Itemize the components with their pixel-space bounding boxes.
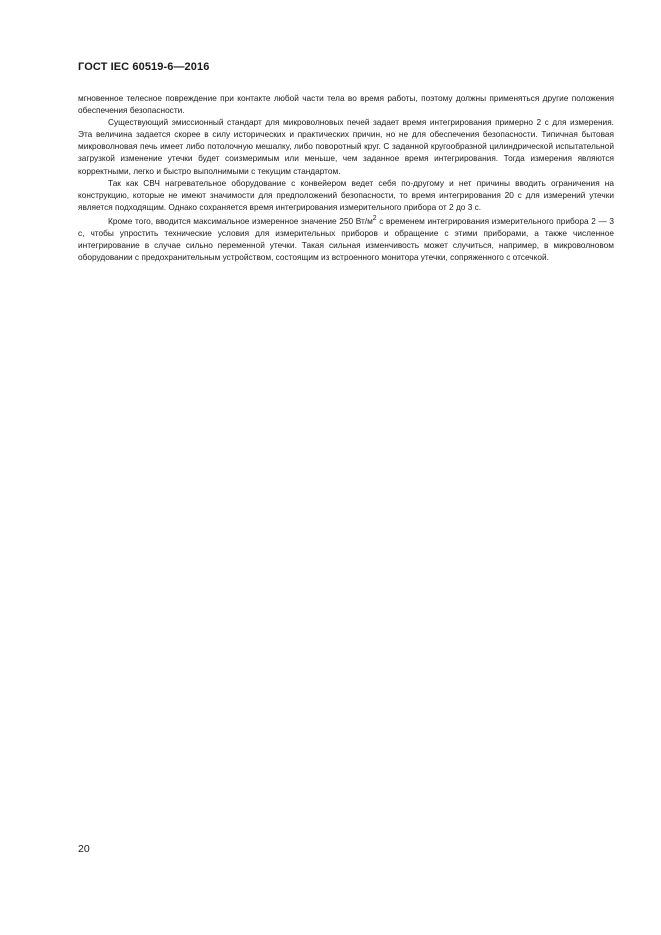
page-number: 20 (78, 843, 90, 855)
paragraph-text-part: Кроме того, вводится максимальное измеренное значение 250 Вт/м (108, 215, 373, 226)
document-header: ГОСТ IEC 60519-6—2016 (78, 61, 210, 73)
paragraph-continuation: мгновенное телесное повреждение при контакте любой части тела во время работы, поэтому должны применяться другие положения обеспечения безопасности. (78, 93, 614, 116)
paragraph-emission-standard: Существующий эмиссионный стандарт для микроволновых печей задает время интегрирования примерно 2 с для измерения. Эта величина задается скорее в силу исторических и практических причин, но не для обеспечения безопасности. Типичная бытовая микроволновая печь имеет либо потолочную мешалку, либо поворотный круг. С заданной кругообразной цилиндрической испытательной загрузкой изменение утечки будет соизмеримым или меньше, чем заданное время интегрирования. Тогда измерения являются корректными, легко и быстро выполнимыми с текущим стандартом. (78, 117, 614, 176)
body-text (78, 92, 614, 263)
paragraph-text-part: с временем интегрирования измерительного прибора 2 — 3 с, чтобы упростить технические условия для измерительных приборов и обращение с этими приборами, а также численное интегрирование в случае сильно переменной утечки. Такая сильная изменчивость может случиться, например, в микроволновом оборудовании с предохранительным устройством, состоящим из встроенного монитора утечки, сопряженного с отсечкой. (78, 215, 614, 262)
paragraph-max-value (78, 213, 614, 263)
paragraph-conveyor-equipment: Так как СВЧ нагревательное оборудование с конвейером ведет себя по-другому и нет причины вводить ограничения на конструкцию, которые не имеют значимости для предположений безопасности, то время интегрирования 20 с для измерений утечки является подходящим. Однако сохраняется время интегрирования измерительного прибора от 2 до 3 с. (78, 177, 614, 212)
unit-superscript: 2 (372, 214, 377, 222)
